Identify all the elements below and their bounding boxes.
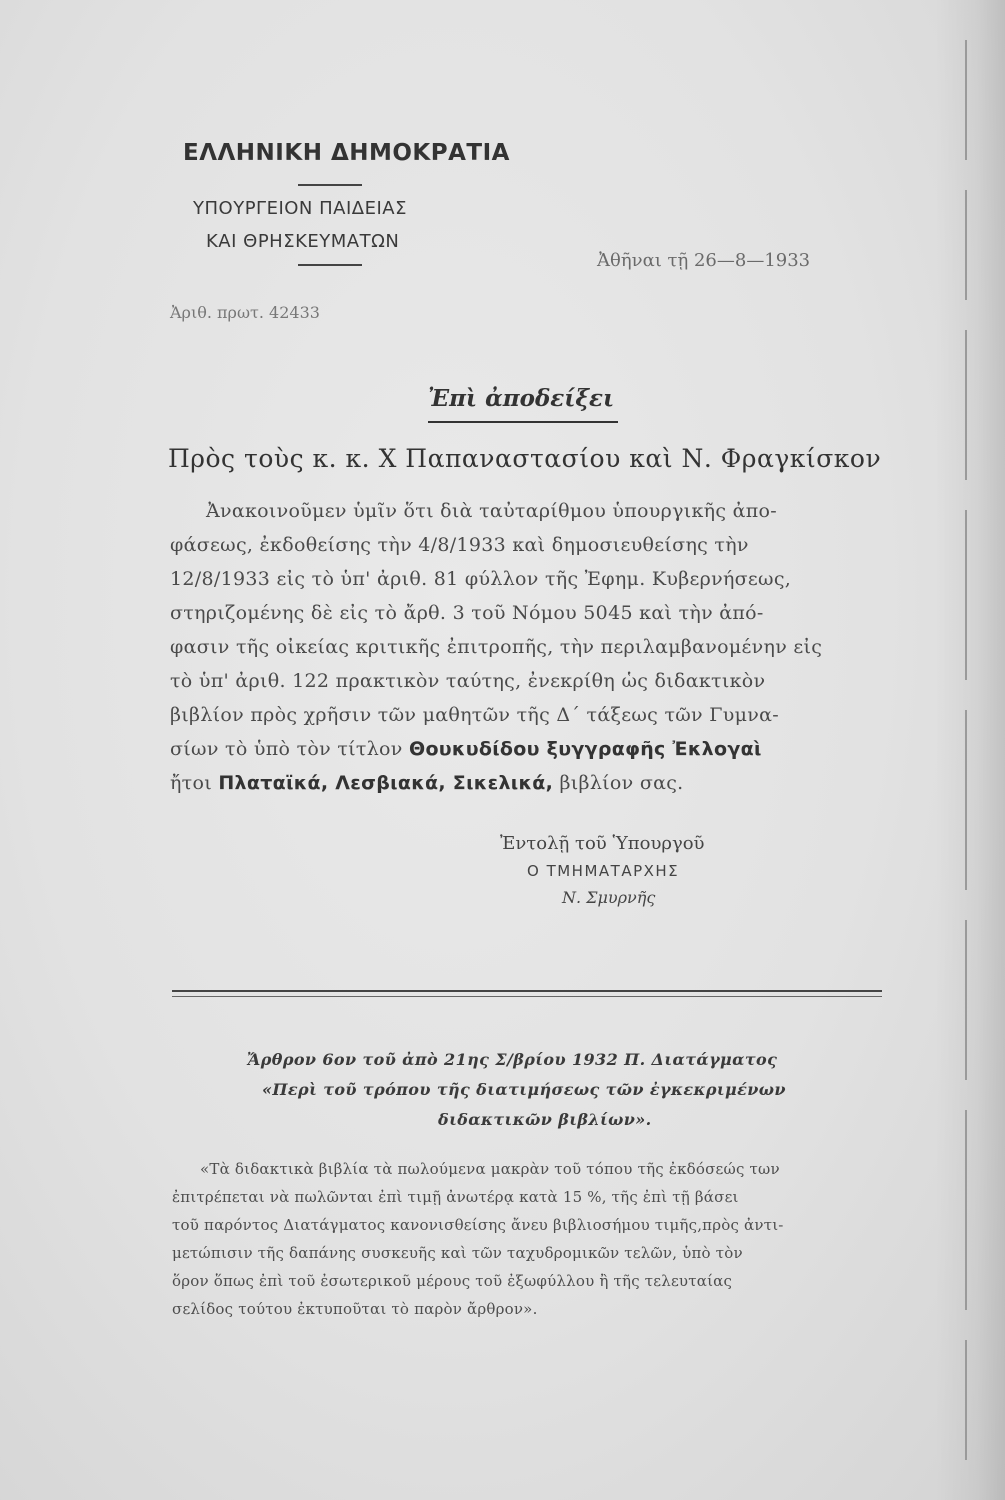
addressee-line: Πρὸς τοὺς κ. κ. Χ Παπαναστασίου καὶ Ν. Φραγκίσκον	[168, 444, 882, 473]
quote-line: τοῦ παρόντος Διατάγματος κανονισθείσης ἄνευ βιβλιοσήμου τιμῆς,πρὸς ἀντι-	[172, 1216, 784, 1234]
quote-line: «Τὰ διδακτικὰ βιβλία τὰ πωλούμενα μακρὰν τοῦ τόπου τῆς ἐκδόσεώς των	[200, 1160, 780, 1178]
country-heading: ΕΛΛΗΝΙΚΗ ΔΗΜΟΚΡΑΤΙΑ	[183, 140, 510, 166]
quote-line: μετώπισιν τῆς δαπάνης συσκευῆς καὶ τῶν ταχυδρομικῶν τελῶν, ὑπὸ τὸν	[172, 1244, 743, 1262]
document-date: Ἀθῆναι τῇ 26—8—1933	[597, 250, 811, 271]
body-line: Ἀνακοινοῦμεν ὑμῖν ὅτι διὰ ταὐταρίθμου ὑπουργικῆς ἀπο-	[206, 500, 778, 522]
body-line: τὸ ὑπ' ἀριθ. 122 πρακτικὸν ταύτης, ἐνεκρίθη ὡς διδακτικὸν	[170, 670, 766, 692]
body-line: βιβλίον πρὸς χρῆσιν τῶν μαθητῶν τῆς Δ΄ τάξεως τῶν Γυμνα-	[170, 704, 779, 726]
signer-title: Ο ΤΜΗΜΑΤΑΡΧΗΣ	[527, 862, 680, 880]
heading-rule	[298, 264, 362, 266]
binding-stitch	[965, 40, 967, 160]
binding-stitch	[965, 510, 967, 680]
section-separator	[172, 990, 882, 992]
body-line: στηριζομένης δὲ εἰς τὸ ἄρθ. 3 τοῦ Νόμου 5045 καὶ τὴν ἀπό-	[170, 602, 764, 624]
body-line: 12/8/1933 εἰς τὸ ὑπ' ἀριθ. 81 φύλλον τῆς Ἐφημ. Κυβερνήσεως,	[170, 568, 792, 590]
book-title: Θουκυδίδου ξυγγραφῆς Ἐκλογαὶ	[409, 738, 762, 760]
signer-name: Ν. Σμυρνῆς	[562, 888, 656, 907]
body-line	[170, 772, 684, 794]
article-heading: Ἄρθρον 6ον τοῦ ἀπὸ 21ης Σ/βρίου 1932 Π. Διατάγματος	[247, 1050, 778, 1069]
quote-line: ἐπιτρέπεται νὰ πωλῶνται ἐπὶ τιμῇ ἀνωτέρᾳ κατὰ 15 %, τῆς ἐπὶ τῇ βάσει	[172, 1188, 739, 1206]
body-text: σίων τὸ ὑπὸ τὸν τίτλον	[170, 738, 409, 760]
receipt-underline	[428, 421, 618, 423]
body-line	[170, 738, 762, 760]
body-line: φασιν τῆς οἰκείας κριτικῆς ἐπιτροπῆς, τὴν περιλαμβανομένην εἰς	[170, 636, 823, 658]
binding-stitch	[965, 920, 967, 1080]
quote-line: ὅρον ὅπως ἐπὶ τοῦ ἐσωτερικοῦ μέρους τοῦ ἐξωφύλλου ἢ τῆς τελευταίας	[172, 1272, 733, 1290]
signature-order: Ἐντολῇ τοῦ Ὑπουργοῦ	[500, 833, 705, 854]
body-text: βιβλίον σας.	[553, 772, 684, 794]
book-subtitle: Πλαταϊκά, Λεσβιακά, Σικελικά,	[218, 772, 554, 794]
ministry-line-2: ΚΑΙ ΘΡΗΣΚΕΥΜΑΤΩΝ	[206, 231, 400, 252]
receipt-note: Ἐπὶ ἀποδείξει	[428, 385, 615, 412]
protocol-number: Ἀριθ. πρωτ. 42433	[170, 303, 320, 322]
ministry-line-1: ΥΠΟΥΡΓΕΙΟΝ ΠΑΙΔΕΙΑΣ	[193, 198, 407, 219]
section-separator	[172, 996, 882, 997]
page-edge-shadow	[935, 0, 1005, 1500]
binding-stitch	[965, 330, 967, 480]
article-heading: «Περὶ τοῦ τρόπου τῆς διατιμήσεως τῶν ἐγκεκριμένων	[262, 1080, 786, 1099]
body-text: ἤτοι	[170, 772, 219, 794]
binding-stitch	[965, 1340, 967, 1460]
body-line: φάσεως, ἐκδοθείσης τὴν 4/8/1933 καὶ δημοσιευθείσης τὴν	[170, 534, 749, 556]
binding-stitch	[965, 710, 967, 890]
article-heading: διδακτικῶν βιβλίων».	[438, 1110, 652, 1129]
quote-line: σελίδος τούτου ἐκτυποῦται τὸ παρὸν ἄρθρον».	[172, 1300, 538, 1318]
heading-rule	[298, 184, 362, 186]
binding-stitch	[965, 190, 967, 300]
binding-stitch	[965, 1110, 967, 1310]
